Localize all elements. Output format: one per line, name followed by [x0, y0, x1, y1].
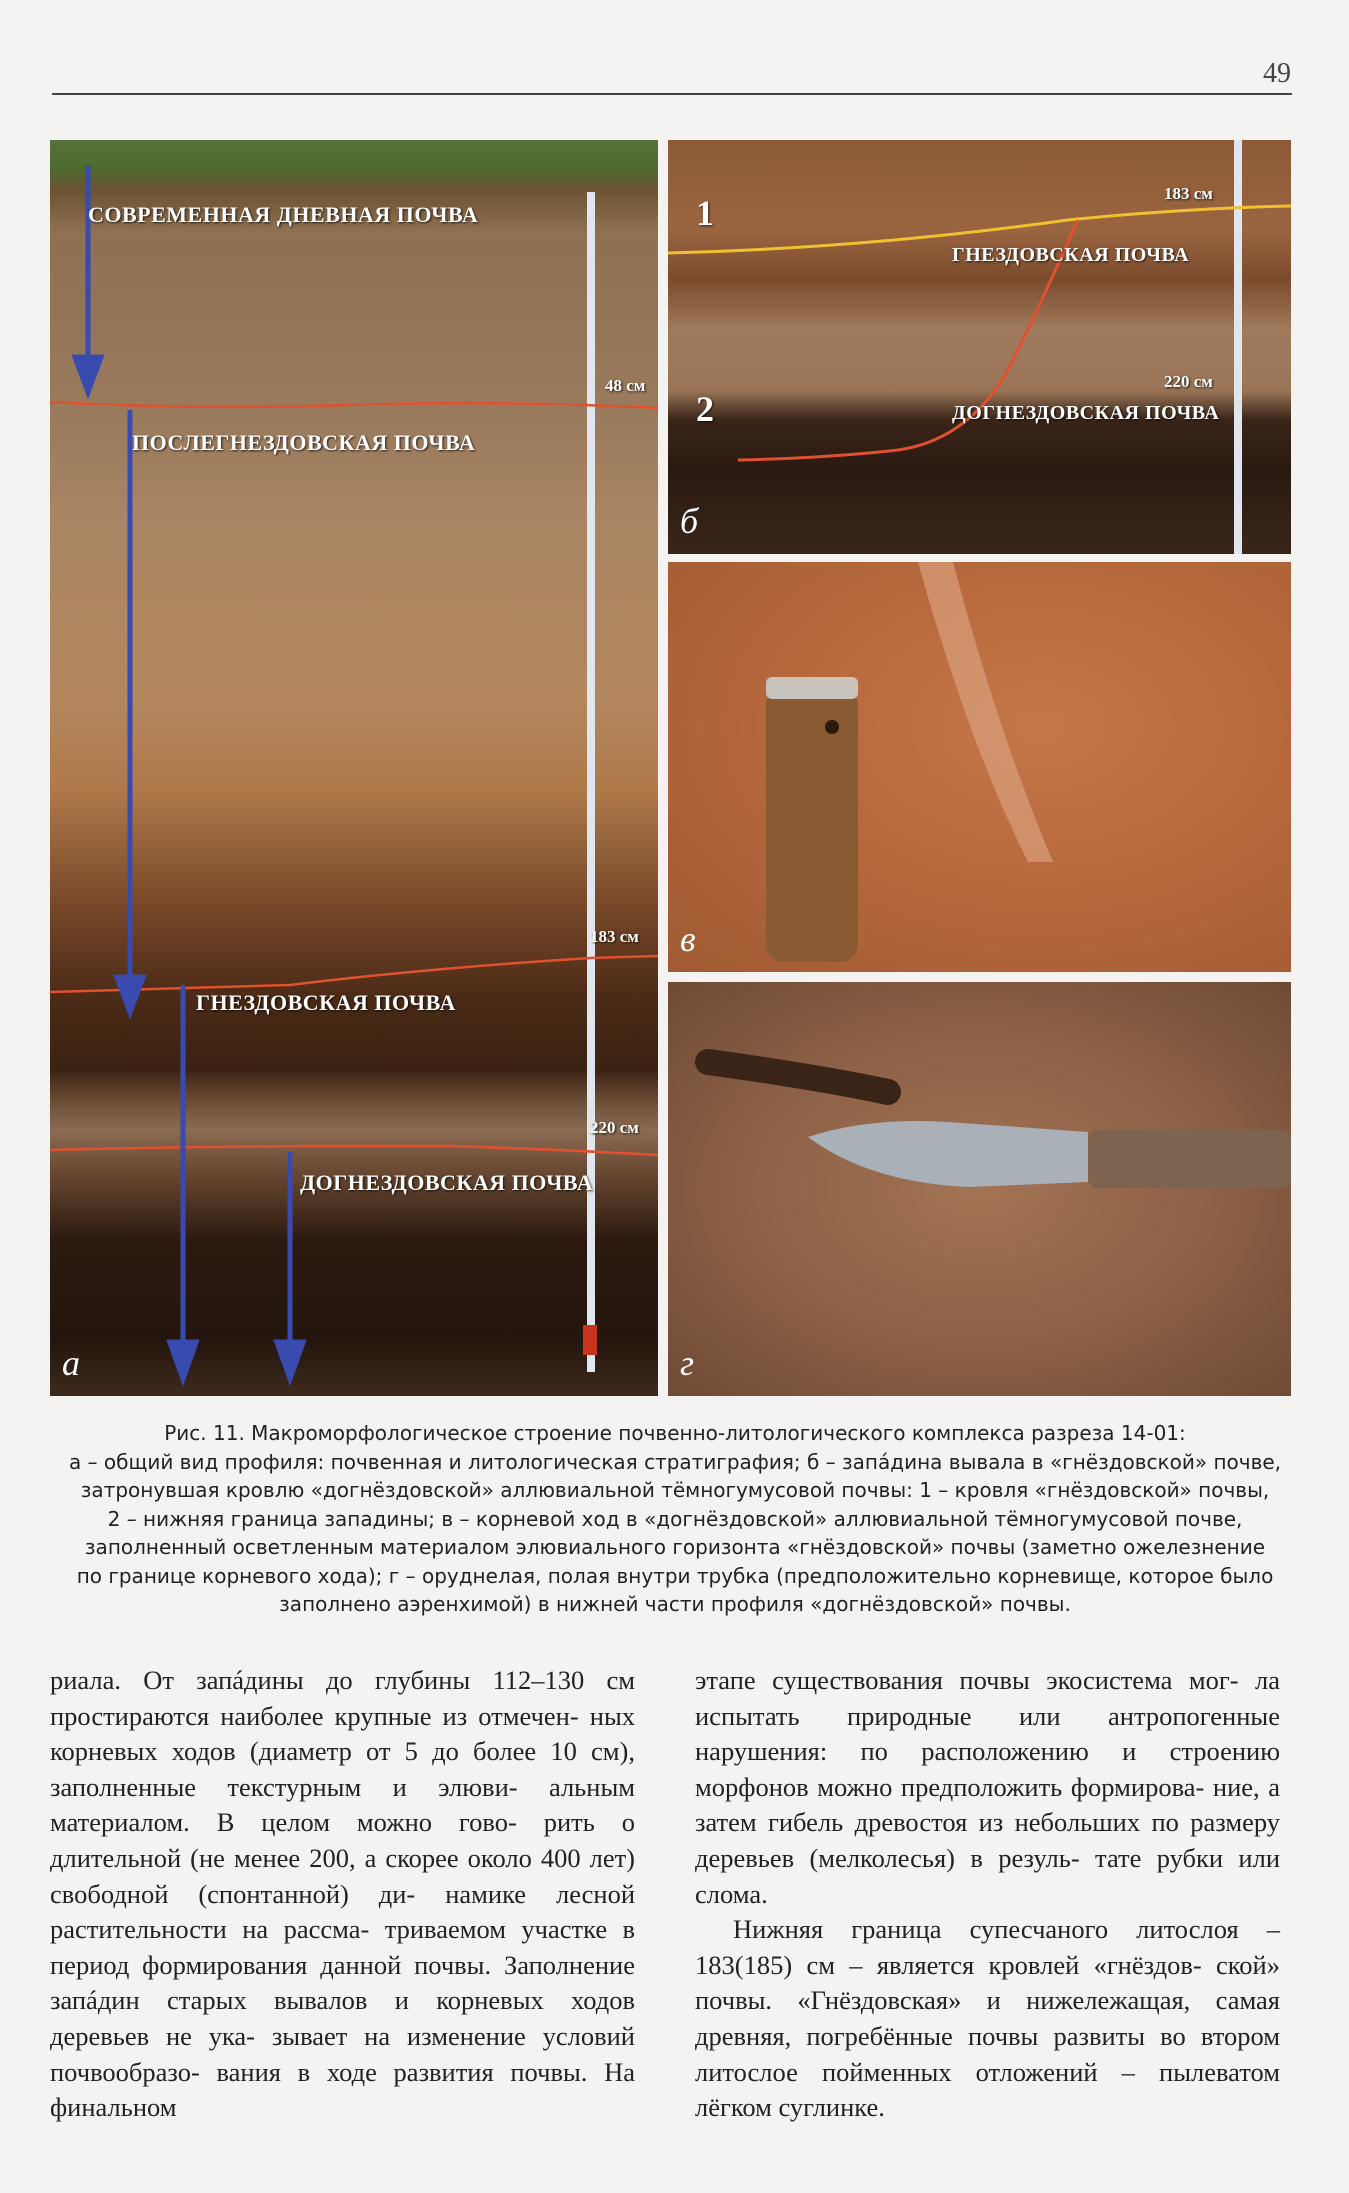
- label-gnezdovo-soil: ГНЕЗДОВСКАЯ ПОЧВА: [196, 990, 456, 1015]
- text-line: вания в ходе развития почвы. На финальном: [50, 2056, 635, 2123]
- paragraph-right-1: [695, 1663, 1280, 1912]
- photo-panel-b: [668, 140, 1291, 554]
- caption-line: по границе корневого хода); г – оруднелая, полая внутри трубка (предположительно корневище, которое было: [76, 1563, 1274, 1588]
- panel-g-overlay: [668, 982, 1291, 1396]
- paragraph-right-2: [695, 1912, 1280, 2126]
- text-line: этапе существования почвы экосистема мог-: [695, 1665, 1239, 1695]
- root-tube: [708, 1062, 888, 1092]
- text-line: альным материалом. В целом можно гово-: [50, 1771, 636, 1838]
- photo-panel-a: [50, 140, 658, 1396]
- caption-line: заполнено аэренхимой) в нижней части профиля «догнёздовской» почвы.: [279, 1592, 1071, 1616]
- boundary-48: [50, 402, 658, 408]
- text-line: во втором литослое пойменных отложений –: [695, 2020, 1280, 2087]
- depth-b-183: 183 см: [1164, 184, 1213, 203]
- text-line: Нижняя граница супесчаного литослоя –: [733, 1914, 1280, 1945]
- arrows: [72, 165, 306, 1385]
- caption-line: а – общий вид профиля: почвенная и литологическая стратиграфия; б – запáдина вывала в «гнёздовской» почве,: [68, 1449, 1282, 1474]
- text-line: по размеру деревьев (мелколесья) в резуль-: [695, 1807, 1281, 1873]
- knife-handle-g: [1088, 1130, 1291, 1188]
- text-line: данной почвы. Заполнение запáдин старых: [50, 1949, 636, 2016]
- panel-letter-g: г: [680, 1343, 695, 1383]
- boundary-220: [50, 1146, 658, 1155]
- panel-v-overlay: [668, 562, 1291, 972]
- label-post-gnezdovo-soil: ПОСЛЕГНЕЗДОВСКАЯ ПОЧВА: [132, 430, 476, 455]
- text-line: ской» почвы. «Гнёздовская» и нижележащая,: [695, 1949, 1280, 2016]
- depth-220: 220 см: [590, 1118, 639, 1137]
- depth-48: 48 см: [605, 376, 646, 395]
- text-line: ных корневых ходов (диаметр от 5 до более: [50, 1700, 636, 1767]
- handle-hole: [825, 720, 839, 734]
- panel-letter-b: б: [680, 501, 699, 541]
- knife-handle: [766, 687, 858, 962]
- caption-line: заполненный осветленным материалом элювиального горизонта «гнёздовской» почвы (заметно ожелезнение: [84, 1535, 1266, 1559]
- panel-letter-v: в: [680, 919, 696, 959]
- depth-b-220: 220 см: [1164, 372, 1213, 391]
- text-line: намике лесной растительности на рассма-: [50, 1878, 636, 1945]
- header-rule: [52, 93, 1292, 95]
- tape-end: [583, 1325, 597, 1355]
- label-b-gnezdovo: ГНЕЗДОВСКАЯ ПОЧВА: [952, 244, 1190, 266]
- knife-pommel: [766, 677, 858, 699]
- text-line: риала. От запáдины до глубины 112–130 см: [50, 1665, 635, 1695]
- depth-183: 183 см: [590, 927, 639, 946]
- text-line: триваемом участке в период формирования: [50, 1914, 636, 1980]
- text-line: вывалов и корневых ходов деревьев не ука-: [50, 1985, 636, 2051]
- caption-line: затронувшая кровлю «догнёздовской» аллювиальной тёмногумусовой почвы: 1 – кровля «гнёздовской» почвы,: [80, 1478, 1270, 1502]
- knife-blade: [808, 1121, 1088, 1187]
- body-column-left: [50, 1663, 635, 2126]
- text-line: морфонов можно предположить формирова-: [695, 1771, 1205, 1802]
- text-line: самая древняя, погребённые почвы развиты: [695, 1985, 1280, 2051]
- text-line: пылеватом лёгком суглинке.: [695, 2056, 1280, 2123]
- text-line: рить о длительной (не менее 200, а скорее: [50, 1807, 636, 1873]
- panel-letter-a: а: [62, 1343, 80, 1383]
- body-column-right: [695, 1663, 1280, 2126]
- marker-2: 2: [696, 389, 714, 429]
- label-modern-soil: СОВРЕМЕННАЯ ДНЕВНАЯ ПОЧВА: [88, 202, 479, 227]
- caption-line: 2 – нижняя граница западины; в – корневой ход в «догнёздовской» аллювиальной тёмногумусовой почве,: [107, 1506, 1243, 1531]
- text-line: ла испытать природные или антропогенные: [695, 1665, 1281, 1731]
- root-channel: [918, 562, 1053, 862]
- text-line: зывает на изменение условий почвообразо-: [50, 2020, 635, 2087]
- marker-1: 1: [696, 193, 714, 233]
- page-number: 49: [1263, 58, 1291, 89]
- text-line: простираются наиболее крупные из отмечен-: [50, 1700, 579, 1731]
- text-line: ние, а затем гибель древостоя из небольших: [695, 1771, 1280, 1838]
- text-line: тате рубки или слома.: [695, 1842, 1280, 1909]
- measuring-tape-b: [1234, 140, 1242, 554]
- text-line: нарушения: по расположению и строению: [695, 1736, 1280, 1767]
- text-line: 10 см), заполненные текстурным и элюви-: [50, 1736, 636, 1802]
- caption-line: Рис. 11. Макроморфологическое строение почвенно-литологического комплекса разреза 14-01:: [164, 1421, 1186, 1445]
- label-pre-gnezdovo-soil: ДОГНЕЗДОВСКАЯ ПОЧВА: [300, 1170, 594, 1195]
- text-line: 183(185) см – является кровлей «гнёздов-: [695, 1949, 1202, 1980]
- label-b-pre-gnezdovo: ДОГНЕЗДОВСКАЯ ПОЧВА: [952, 402, 1220, 424]
- figure-caption: [60, 1419, 1290, 1619]
- photo-panel-v: [668, 562, 1291, 972]
- paragraph-left: [50, 1663, 635, 2126]
- text-line: около 400 лет) свободной (спонтанной) ди-: [50, 1842, 635, 1909]
- photo-panel-g: [668, 982, 1291, 1396]
- panel-a-overlay: [50, 140, 658, 1396]
